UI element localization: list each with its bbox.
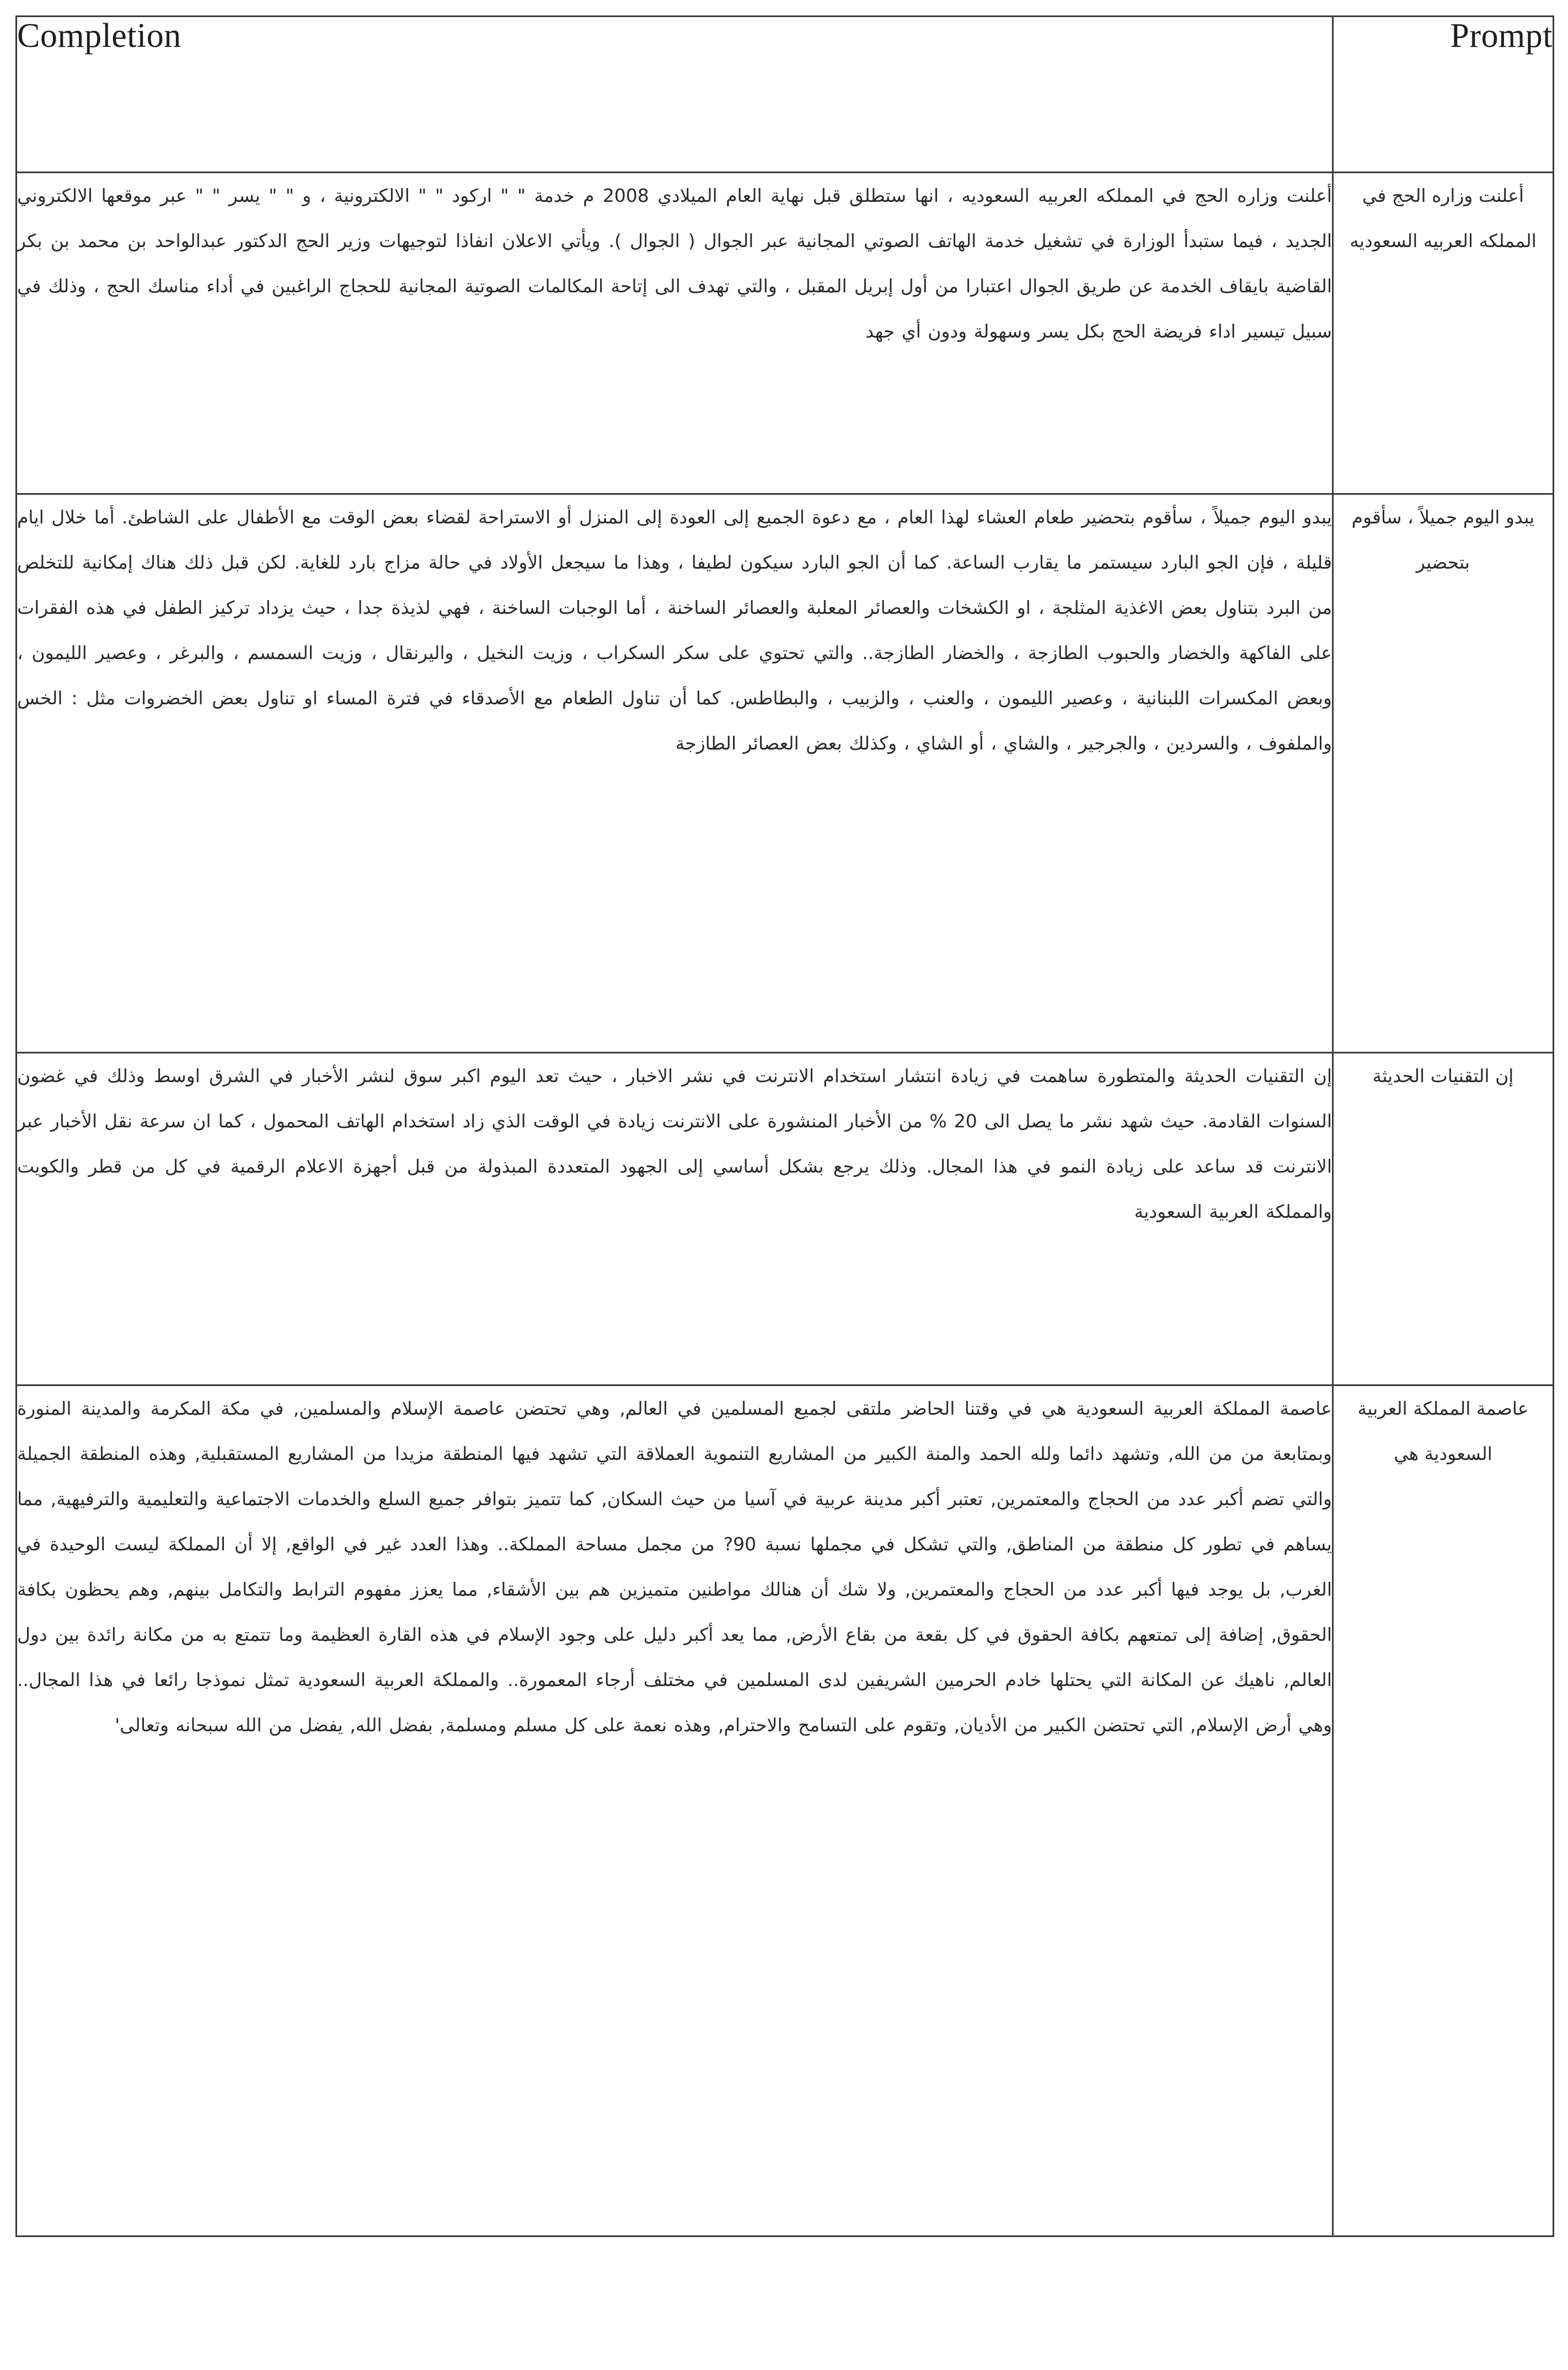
table-row: [17, 494, 1554, 1053]
column-header-completion: Completion: [17, 17, 1333, 173]
prompt-completion-table: [15, 15, 1554, 2237]
completion-text: أعلنت وزاره الحج في المملكه العربيه السعوديه ، انها ستطلق قبل نهاية العام الميلادي 2008 م خدمة " " اركود " " الالكترونية ، و " " يسر " " عبر موقعها الالكتروني الجديد ، فيما ستبدأ الوزارة في تشغيل خدمة الهاتف الصوتي المجانية عبر الجوال ( الجوال ). ويأتي الاعلان انفاذا لتوجيهات وزير الحج الدكتور عبدالواحد بن محمد بن بكر القاضية بايقاف الخدمة عن طريق الجوال اعتبارا من أول إبريل المقبل ، والتي تهدف الى إتاحة المكالمات الصوتية المجانية للحجاج الراغبين في أداء مناسك الحج ، وذلك في سبيل تيسير اداء فريضة الحج بكل يسر وسهولة ودون أي جهد: [17, 173, 1333, 494]
table-row: [17, 1053, 1554, 1385]
table-row: [17, 1385, 1554, 2237]
completion-text: يبدو اليوم جميلاً ، سأقوم بتحضير طعام العشاء لهذا العام ، مع دعوة الجميع إلى العودة إلى المنزل أو الاستراحة لقضاء بعض الوقت مع الأطفال على الشاطئ. أما خلال ايام قليلة ، فإن الجو البارد سيستمر ما يقارب الساعة. كما أن الجو البارد سيكون لطيفا ، وهذا ما سيجعل الأولاد في حالة مزاج بارد للغاية. لكن قبل ذلك هناك إمكانية للتخلص من البرد بتناول بعض الاغذية المثلجة ، او الكشخات والعصائر المعلبة والعصائر الساخنة ، أما الوجبات الساخنة ، فهي لذيذة جدا ، حيث يزداد تركيز الطفل في هذه الفقرات على الفاكهة والخضار والحبوب الطازجة ، والخضار الطازجة.. والتي تحتوي على سكر السكراب ، وزيت النخيل ، واليرنقال ، وزيت السمسم ، والبرغر ، وعصير الليمون ، وبعض المكسرات اللبنانية ، وعصير الليمون ، والعنب ، والزبيب ، والبطاطس. كما أن تناول الطعام مع الأصدقاء في فترة المساء او تناول بعض الخضروات مثل : الخس والملفوف ، والسردين ، والجرجير ، والشاي ، أو الشاي ، وكذلك بعض العصائر الطازجة: [17, 494, 1333, 1053]
prompt-text: أعلنت وزاره الحج في المملكه العربيه السعوديه: [1333, 173, 1554, 494]
header-row: [17, 17, 1554, 173]
table-body: [17, 173, 1554, 2237]
completion-text: إن التقنيات الحديثة والمتطورة ساهمت في زيادة انتشار استخدام الانترنت في نشر الاخبار ، حيث تعد اليوم اكبر سوق لنشر الأخبار في الشرق اوسط وذلك في غضون السنوات القادمة. حيث شهد نشر ما يصل الى 20 % من الأخبار المنشورة على الانترنت زيادة في الوقت الذي زاد استخدام الهاتف المحمول ، كما ان سرعة نقل الأخبار عبر الانترنت قد ساعد على زيادة النمو في هذا المجال. وذلك يرجع بشكل أساسي إلى الجهود المتعددة المبذولة من قبل أجهزة الاعلام الرقمية في كل من قطر والكويت والمملكة العربية السعودية: [17, 1053, 1333, 1385]
table-header: [17, 17, 1554, 173]
prompt-text: يبدو اليوم جميلاً ، سأقوم بتحضير: [1333, 494, 1554, 1053]
completion-text: عاصمة المملكة العربية السعودية هي في وقتنا الحاضر ملتقى لجميع المسلمين في العالم, وهي تحتضن عاصمة الإسلام والمسلمين, في مكة المكرمة والمدينة المنورة وبمتابعة من من الله, وتشهد دائما ولله الحمد والمنة الكبير من المشاريع التنموية العملاقة التي تشهد فيها المنطقة مزيدا من المشاريع المستقبلية, وهذه المنطقة الجميلة والتي تضم أكبر عدد من الحجاج والمعتمرين, تعتبر أكبر مدينة عربية في آسيا من حيث السكان, كما تتميز بتوافر جميع السلع والخدمات الاجتماعية والتعليمية والترفيهية, مما يساهم في تطور كل منطقة من المناطق, والتي تشكل في مجملها نسبة 90? من مجمل مساحة المملكة.. وهذا العدد غير في الواقع, إلا أن المملكة ليست الوحيدة في الغرب, بل يوجد فيها أكبر عدد من الحجاج والمعتمرين, ولا شك أن هنالك مواطنين متميزين هم بين الأشقاء, مما يعزز مفهوم الترابط والتكامل بينهم, وهم يحظون بكافة الحقوق, إضافة إلى تمتعهم بكافة الحقوق في كل بقعة من بقاع الأرض, مما يعد أكبر دليل على وجود الإسلام في هذه القارة العظيمة وما تتمتع به من مكانة رائدة بين دول العالم, ناهيك عن المكانة التي يحتلها خادم الحرمين الشريفين لدى المسلمين في مختلف أرجاء المعمورة.. والمملكة العربية السعودية تمثل نموذجا رائعا في هذا المجال.. وهي أرض الإسلام, التي تحتضن الكبير من الأديان, وتقوم على التسامح والاحترام, وهذه نعمة على كل مسلم ومسلمة, بفضل الله, يفضل من الله سبحانه وتعالى': [17, 1385, 1333, 2237]
table-row: [17, 173, 1554, 494]
prompt-text: إن التقنيات الحديثة: [1333, 1053, 1554, 1385]
prompt-text: عاصمة المملكة العربية السعودية هي: [1333, 1385, 1554, 2237]
column-header-prompt: Prompt: [1333, 17, 1554, 173]
